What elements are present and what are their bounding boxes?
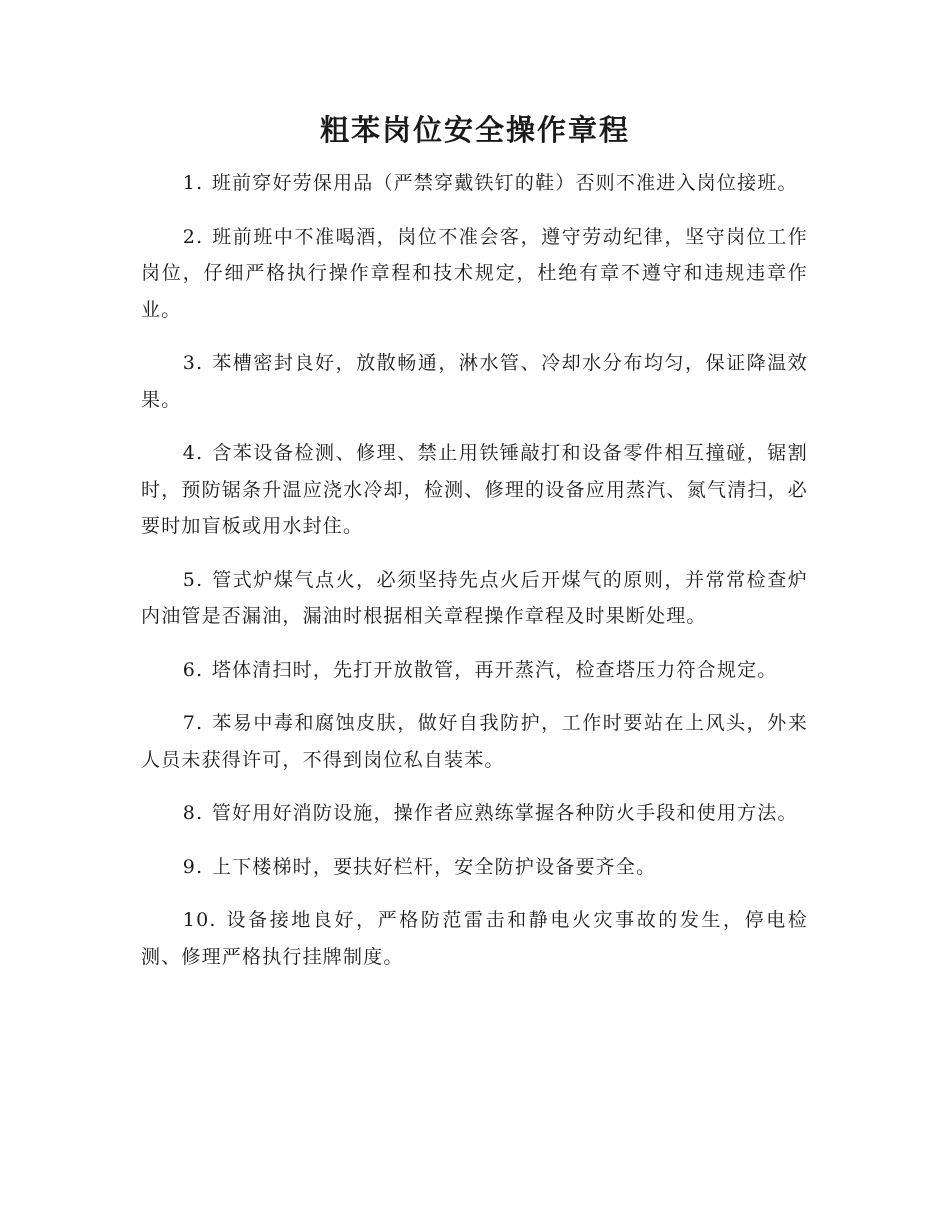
clause-text: 班前穿好劳保用品（严禁穿戴铁钉的鞋）否则不准进入岗位接班。 <box>211 172 798 194</box>
clause-8 <box>141 795 808 832</box>
clause-number: 3. <box>182 352 204 374</box>
document-body <box>141 165 808 992</box>
clause-text: 含苯设备检测、修理、禁止用铁锤敲打和设备零件相互撞碰，锯割时，预防锯条升温应浇水冷却，检测、修理的设备应用蒸汽、氮气清扫，必要时加盲板或用水封住。 <box>141 442 808 537</box>
clause-number: 8. <box>182 802 204 824</box>
clause-6 <box>141 652 808 689</box>
clause-text: 苯易中毒和腐蚀皮肤，做好自我防护，工作时要站在上风头，外来人员未获得许可，不得到岗位私自装苯。 <box>141 712 808 771</box>
clause-number: 10. <box>182 909 217 931</box>
clause-number: 4. <box>182 442 204 464</box>
clause-9 <box>141 849 808 886</box>
clause-text: 苯槽密封良好，放散畅通，淋水管、冷却水分布均匀，保证降温效果。 <box>141 352 808 411</box>
clause-text: 塔体清扫时，先打开放散管，再开蒸汽，检查塔压力符合规定。 <box>211 658 778 681</box>
clause-7 <box>141 705 808 778</box>
clause-4 <box>141 435 808 545</box>
clause-text: 管式炉煤气点火，必须坚持先点火后开煤气的原则，并常常检查炉内油管是否漏油，漏油时根据相关章程操作章程及时果断处理。 <box>141 568 808 627</box>
clause-text: 设备接地良好，严格防范雷击和静电火灾事故的发生，停电检测、修理严格执行挂牌制度。 <box>141 909 808 968</box>
clause-5 <box>141 562 808 635</box>
clause-2 <box>141 219 808 329</box>
clause-10 <box>141 902 808 975</box>
clause-number: 1. <box>182 172 204 194</box>
clause-number: 9. <box>182 855 204 878</box>
document-title: 粗苯岗位安全操作章程 <box>319 113 630 147</box>
clause-text: 班前班中不准喝酒，岗位不准会客，遵守劳动纪律，坚守岗位工作岗位，仔细严格执行操作章程和技术规定，杜绝有章不遵守和违规违章作业。 <box>141 225 808 321</box>
clause-text: 管好用好消防设施，操作者应熟练掌握各种防火手段和使用方法。 <box>211 802 798 824</box>
clause-number: 2. <box>182 225 204 248</box>
clause-text: 上下楼梯时，要扶好栏杆，安全防护设备要齐全。 <box>211 855 657 878</box>
clause-number: 5. <box>182 568 204 591</box>
clause-1 <box>141 165 808 202</box>
clause-number: 6. <box>182 658 204 681</box>
clause-3 <box>141 345 808 418</box>
clause-number: 7. <box>182 712 204 734</box>
